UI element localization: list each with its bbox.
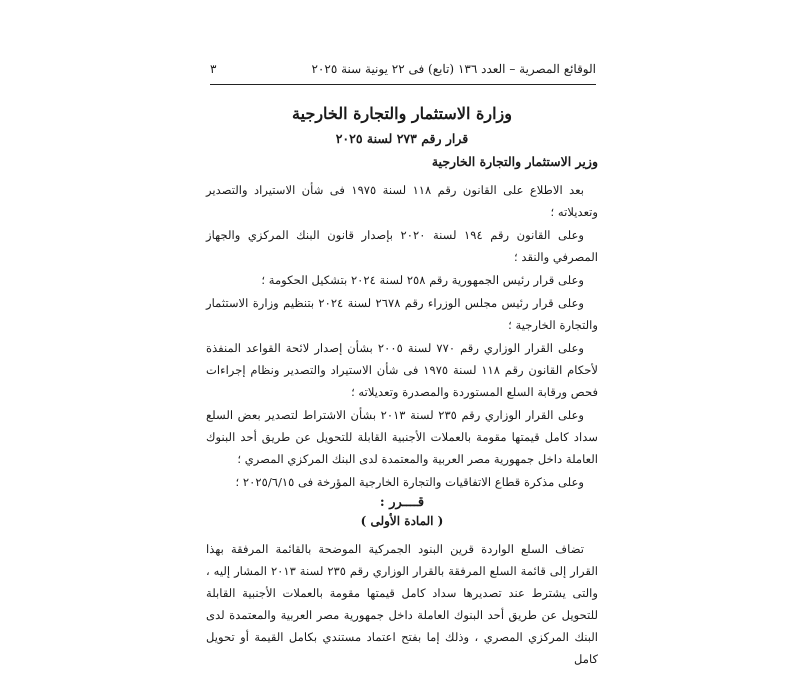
- preamble-paragraph: وعلى مذكرة قطاع الاتفاقيات والتجارة الخارجية المؤرخة فى ٢٠٢٥/٦/١٥ ؛: [235, 475, 584, 489]
- decided-heading: قــــرر :: [379, 495, 425, 510]
- article-paragraph: تضاف السلع الواردة قرين البنود الجمركية الموضحة بالقائمة المرفقة بهذا القرار إلى قائمة السلع المرفقة بالقرار الوزاري رقم ٢٣٥ لسنة ٢٠١٣ المشار إليه ، والتى يشترط عند تصديرها سداد كامل قيمتها مقومة بالعملات الأجنبية القابلة للتحويل عن طريق أحد البنوك العاملة داخل جمهورية مصر العربية والمعتمدة لدى البنك المركزي المصري ، وذلك إما بفتح اعتماد مستندي بكامل القيمة أو تحويل كامل: [206, 542, 598, 666]
- preamble-paragraph: وعلى قرار رئيس مجلس الوزراء رقم ٢٦٧٨ لسنة ٢٠٢٤ بتنظيم وزارة الاستثمار والتجارة الخارجية ؛: [206, 296, 598, 332]
- preamble-paragraph: وعلى القرار الوزاري رقم ٧٧٠ لسنة ٢٠٠٥ بشأن إصدار لائحة القواعد المنفذة لأحكام القانون رقم ١١٨ لسنة ١٩٧٥ فى شأن الاستيراد والتصدير ونظام إجراءات فحص ورقابة السلع المستوردة والمصدرة وتعديلاته ؛: [206, 341, 598, 399]
- preamble-paragraph: وعلى القرار الوزاري رقم ٢٣٥ لسنة ٢٠١٣ بشأن الاشتراط لتصدير بعض السلع سداد كامل قيمتها مقومة بالعملات الأجنبية القابلة للتحويل عن طريق أحد البنوك العاملة داخل جمهورية مصر العربية والمعتمدة لدى البنك المركزي المصري ؛: [206, 408, 598, 466]
- running-title: الوقائع المصرية – العدد ١٣٦ (تابع) فى ٢٢ يونية سنة ٢٠٢٥: [311, 62, 596, 76]
- ministry-title: وزارة الاستثمار والتجارة الخارجية: [292, 104, 512, 123]
- document-body: [206, 104, 598, 670]
- preamble-paragraph: بعد الاطلاع على القانون رقم ١١٨ لسنة ١٩٧٥ فى شأن الاستيراد والتصدير وتعديلاته ؛: [206, 183, 598, 219]
- page-header: [210, 62, 596, 85]
- decree-title: قرار رقم ٢٧٣ لسنة ٢٠٢٥: [335, 131, 469, 146]
- preamble-paragraph: وعلى قرار رئيس الجمهورية رقم ٢٥٨ لسنة ٢٠٢٤ بتشكيل الحكومة ؛: [261, 273, 584, 287]
- article-title: ( المادة الأولى ): [360, 514, 444, 528]
- minister-title: وزير الاستثمار والتجارة الخارجية: [431, 154, 598, 169]
- preamble-paragraph: وعلى القانون رقم ١٩٤ لسنة ٢٠٢٠ بإصدار قانون البنك المركزي والجهاز المصرفي والنقد ؛: [206, 228, 598, 264]
- page-number: ٣: [210, 62, 217, 76]
